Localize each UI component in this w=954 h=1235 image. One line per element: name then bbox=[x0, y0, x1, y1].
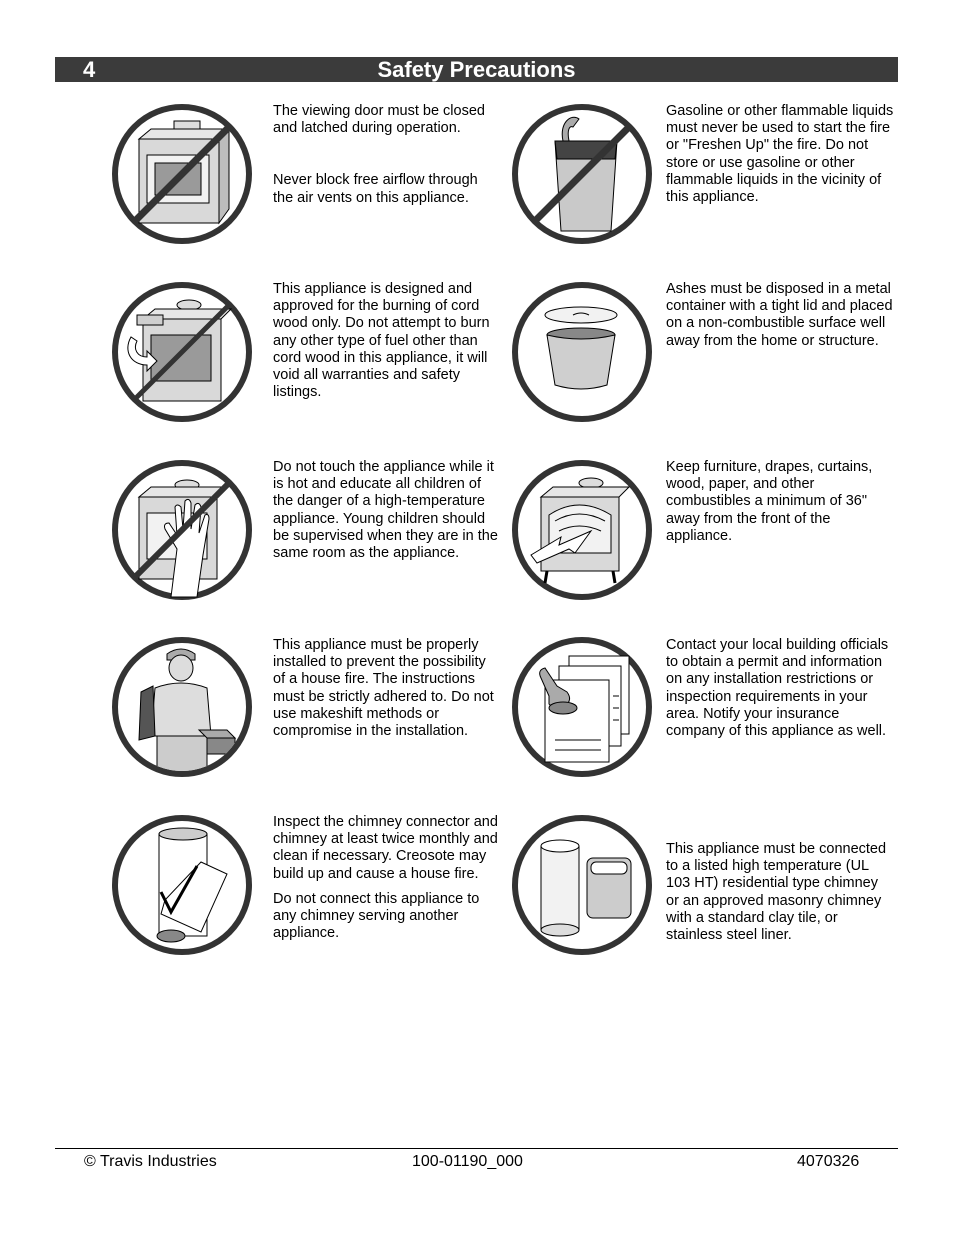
section-header bbox=[55, 57, 898, 82]
item-text bbox=[666, 841, 894, 944]
page-number: 4 bbox=[83, 57, 96, 82]
item-paragraph: Gasoline or other flammable liquids must never be used to start the fire or "Freshen Up" the fire. Do not store or use gasoline or other flammable liquids in the vicinity of this appliance. bbox=[666, 103, 894, 206]
footer-doc-number: 100-01190_000 bbox=[412, 1153, 523, 1170]
item-text bbox=[273, 459, 501, 562]
item-paragraph: Inspect the chimney connector and chimney at least twice monthly and clean if necessary. Creosote may build up and cause a house fire. bbox=[273, 814, 498, 882]
item-paragraph: The viewing door must be closed and latched during operation. bbox=[273, 103, 485, 137]
item-text bbox=[273, 103, 501, 207]
item-paragraph: Ashes must be disposed in a metal container with a tight lid and placed on a non-combustible surface well away from the home or structure. bbox=[666, 281, 893, 349]
item-paragraph: Keep furniture, drapes, curtains, wood, paper, and other combustibles a minimum of 36" away from the front of the appliance. bbox=[666, 459, 873, 544]
item-text bbox=[273, 281, 501, 401]
item-paragraph: Do not connect this appliance to any chimney serving another appliance. bbox=[273, 890, 480, 942]
item-paragraph: Never block free airflow through the air vents on this appliance. bbox=[273, 172, 478, 206]
permit-stamp-icon bbox=[511, 636, 653, 778]
item-paragraph: Contact your local building officials to obtain a permit and information on any installation restrictions or inspection requirements in your area. Notify your insurance company of this appliance as well. bbox=[666, 637, 889, 740]
stove-clearance-icon bbox=[511, 459, 653, 601]
item-text bbox=[273, 637, 501, 740]
installer-icon bbox=[111, 636, 253, 778]
cord-wood-stove-icon bbox=[111, 281, 253, 423]
hand-touch-prohibited-icon bbox=[111, 459, 253, 601]
footer-divider bbox=[55, 1148, 898, 1149]
item-text bbox=[666, 103, 894, 206]
gas-can-prohibited-icon bbox=[511, 103, 653, 245]
item-text bbox=[666, 281, 894, 350]
item-paragraph: This appliance must be connected to a listed high temperature (UL 103 HT) residential type chimney or an approved masonry chimney with a standard clay tile, or stainless steel liner. bbox=[666, 841, 887, 944]
ash-bucket-icon bbox=[511, 281, 653, 423]
footer-part-number: 4070326 bbox=[797, 1153, 860, 1170]
stove-prohibited-icon bbox=[111, 103, 253, 245]
chimney-checklist-icon bbox=[111, 814, 253, 956]
chimney-liner-icon bbox=[511, 814, 653, 956]
item-paragraph: This appliance is designed and approved for the burning of cord wood only. Do not attempt to burn any other type of fuel other than cord wood in this appliance, it will void all warranties and safety listings. bbox=[273, 281, 490, 401]
item-text bbox=[666, 459, 894, 545]
item-text bbox=[666, 637, 894, 740]
page-title: Safety Precautions bbox=[377, 57, 576, 82]
footer-copyright: © Travis Industries bbox=[84, 1153, 217, 1170]
item-paragraph: Do not touch the appliance while it is hot and educate all children of the danger of a high-temperature appliance. Young children should be supervised when they are in the same room as the appliance. bbox=[273, 459, 498, 562]
item-text bbox=[273, 814, 501, 942]
item-paragraph: This appliance must be properly installed to prevent the possibility of a house fire. The instructions must be strictly adhered to. Do not use makeshift methods or compromise in the installation. bbox=[273, 637, 494, 740]
